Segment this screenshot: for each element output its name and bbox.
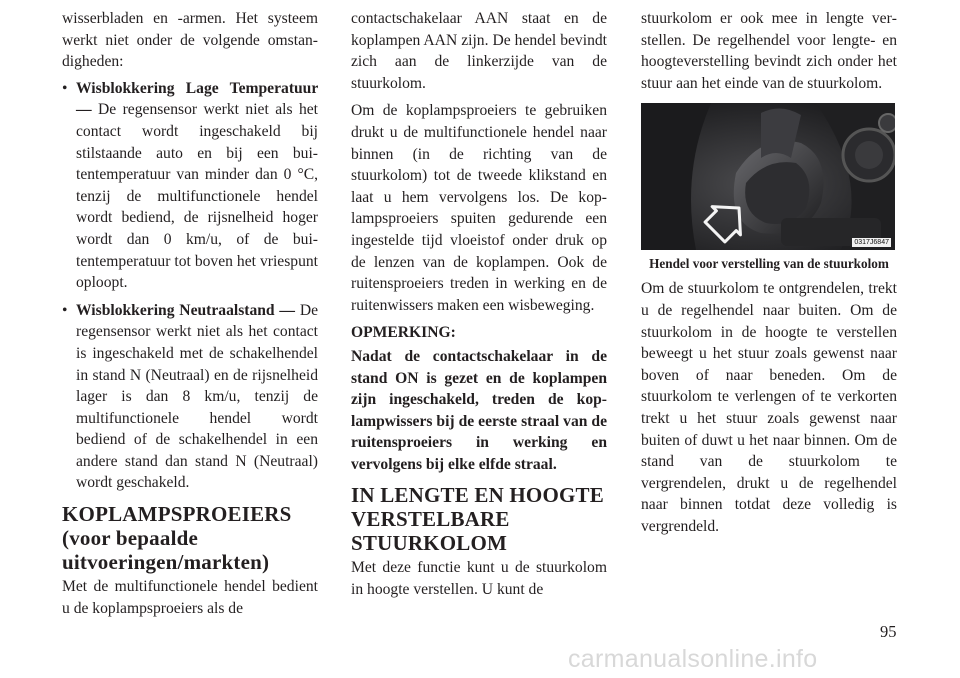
page-number: 95 (880, 622, 897, 641)
bullet-list (62, 78, 318, 494)
figure-caption: Hendel voor verstelling van de stuurkolom (649, 256, 889, 272)
bullet-separator: — (76, 101, 99, 119)
watermark: carmanualsonline.info (568, 645, 818, 673)
steering-column-illustration (641, 103, 895, 250)
column-3 (641, 8, 897, 538)
paragraph: Met de multifunctionele hendel bedient u de koplampsproeiers als de (62, 578, 318, 617)
note-label: OPMERKING: (351, 324, 456, 342)
paragraph: Met deze functie kunt u de stuurkolom in hoogte verstellen. U kunt de (351, 559, 607, 599)
paragraph: Om de stuurkolom te ontgrendelen, trekt u de regelhendel naar buiten. Om de stuurkolom in de hoogte te verstellen beweegt u het stuur zoals gewenst naar boven of naar beneden. Om de stuurkolom te verlengen of te verkorten trekt u het stuur zoals gewenst naar buiten of duwt u het naar binnen. Om de stand van de stuurkolom te vergrendelen, drukt u de regelhendel naar binnen totdat deze volledig is vergrendeld. (641, 280, 897, 535)
bullet-title: Wisblokkering Neutraalstand (76, 301, 275, 319)
section-heading-stuurkolom: IN LENGTE EN HOOGTE VERSTELBARE STUURKOLOM (351, 483, 604, 556)
intro-paragraph: wisserbladen en -armen. Het systeem werkt niet onder de volgende omstandigheden: (62, 10, 318, 71)
column-1 (62, 8, 318, 619)
paragraph: stuurkolom er ook mee in lengte verstellen. De regelhendel voor lengte- en hoogteverstelling bevindt zich onder het stuur aan het einde van de stuurkolom. (641, 10, 897, 92)
steering-column-photo (641, 103, 895, 250)
paragraph: Om de koplampsproeiers te gebruiken drukt u de multifunctionele hendel naar binnen (in de richting van de stuurkolom) tot de tweede klikstand en laat u hem vervolgens los. De koplampsproeiers spuiten gedurende een ingestelde tijd vloeistof onder druk op de lenzen van de koplampen. Ook de ruitensproeiers treden in werking en de ruitenwissers maken een wisbeweging. (351, 102, 607, 314)
bullet-text: De regensensor werkt niet als het contact is ingeschakeld met de schakelhendel in stand N (Neutraal) en de rijsnelheid lager is dan 8 km/u, tenzij de multifunctionele hendel wordt bediend of de schakelhendel in een andere stand dan stand N (Neutraal) wordt geschakeld. (76, 301, 318, 492)
paragraph: contactschakelaar AAN staat en de koplampen AAN zijn. De hendel bevindt zich aan de linkerzijde van de stuurkolom. (351, 10, 607, 92)
list-item (62, 78, 318, 294)
section-heading-koplampsproeiers: KOPLAMPSPROEIERS (voor bepaalde uitvoeringen/markten) (62, 502, 292, 575)
bullet-separator: — (274, 301, 300, 319)
list-item (62, 300, 318, 494)
bullet-title: Wisblokkering Lage Temperatuur (76, 79, 318, 97)
note-text: Nadat de contactschakelaar in de stand ON is gezet en de koplampen zijn ingeschakeld, treden de koplampwissers bij de eerste straal van de ruitensproeiers in werking en vervolgens bij elke elfde straal. (351, 347, 607, 473)
bullet-text: De regensensor werkt niet als het contact wordt ingeschakeld bij stilstaande auto en bij een buitentemperatuur van minder dan 0 °C, tenzij de multifunctionele hendel wordt bediend, de rijsnelheid hoger wordt dan 0 km/u, of de buitentemperatuur tot boven het vriespunt oploopt. (76, 101, 318, 292)
column-2 (351, 8, 607, 601)
figure-code: 0317J6847 (854, 239, 889, 247)
